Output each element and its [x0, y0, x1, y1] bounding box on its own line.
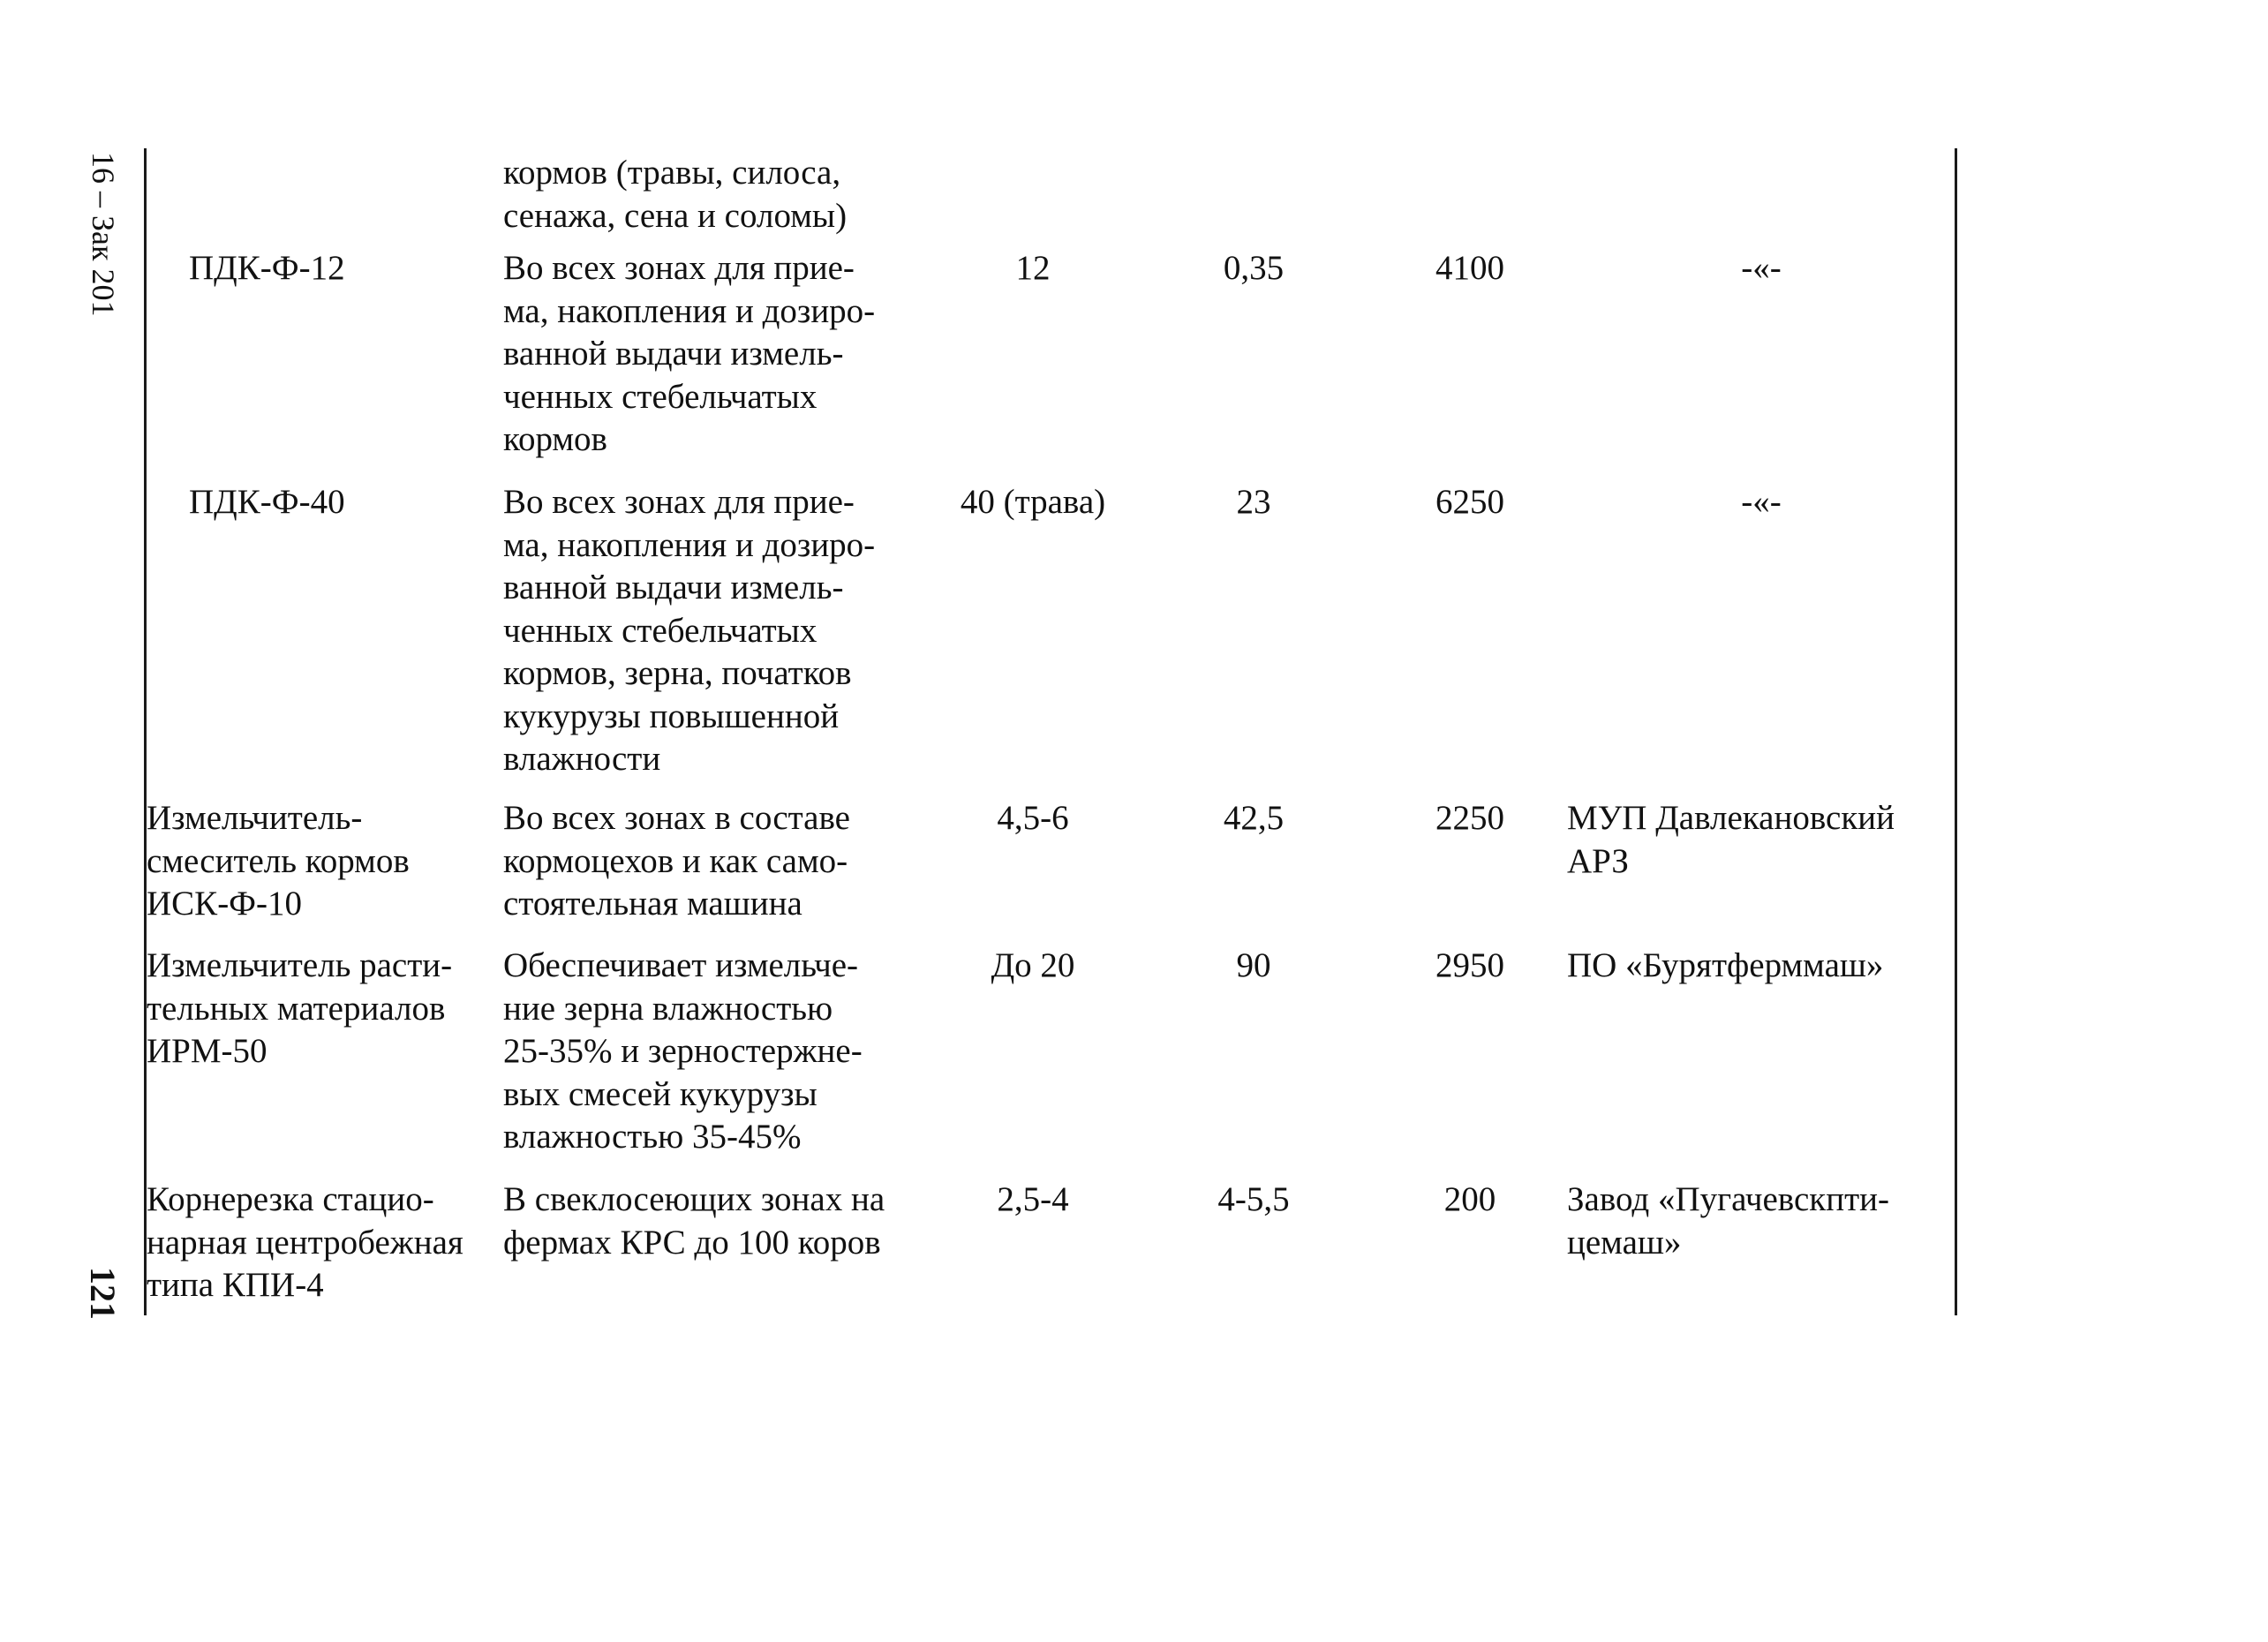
- row-name: ПДК-Ф-12: [189, 249, 345, 287]
- row-manufacturer: Завод «Пугачевскпти- цемаш»: [1567, 1180, 1890, 1262]
- row-name: ПДК-Ф-40: [189, 483, 345, 521]
- row-manufacturer: -«-: [1741, 483, 1782, 521]
- row-description: Во всех зонах в составе кормоцехов и как само- стоятельная машина: [503, 799, 850, 923]
- row-value-1: 4,5-6: [997, 799, 1069, 837]
- row-value-2: 0,35: [1223, 249, 1285, 287]
- row-value-1: До 20: [991, 946, 1075, 984]
- row-value-2: 90: [1236, 946, 1271, 984]
- order-note-text: 16 – Зак 201: [86, 152, 121, 317]
- row-description: Обеспечивает измельче- ние зерна влажностью 25-35% и зерностержне- вых смесей кукурузы влажностью 35-45%: [503, 946, 863, 1156]
- table-right-border: [1955, 148, 1957, 1315]
- row-name: Корнерезка стацио- нарная центробежная типа КПИ-4: [147, 1180, 463, 1304]
- row-value-2: 4-5,5: [1217, 1180, 1290, 1218]
- row-value-2: 23: [1236, 483, 1271, 521]
- row-description: кормов (травы, силоса, сенажа, сена и соломы): [503, 154, 848, 235]
- row-description: В свеклосеющих зонах на фермах КРС до 100 коров: [503, 1180, 885, 1262]
- row-value-3: 200: [1443, 1180, 1496, 1218]
- row-name: Измельчитель- смеситель кормов ИСК-Ф-10: [147, 799, 410, 923]
- row-value-3: 2950: [1435, 946, 1504, 984]
- row-description: Во всех зонах для прие- ма, накопления и дозиро- ванной выдачи измель- ченных стебельчатых кормов, зерна, початков кукурузы повышенной влажности: [503, 483, 876, 778]
- order-note: [81, 152, 134, 364]
- row-value-1: 40 (трава): [960, 483, 1106, 521]
- row-value-3: 4100: [1435, 249, 1504, 287]
- row-description: Во всех зонах для прие- ма, накопления и дозиро- ванной выдачи измель- ченных стебельчатых кормов: [503, 249, 876, 458]
- row-manufacturer: ПО «Бурятферммаш»: [1567, 946, 1884, 984]
- row-value-1: 2,5-4: [997, 1180, 1069, 1218]
- page-number: [81, 1267, 134, 1337]
- page-number-text: 121: [83, 1267, 123, 1320]
- row-name: Измельчитель расти- тельных материалов ИРМ-50: [147, 946, 453, 1070]
- table-left-border: [144, 148, 147, 1315]
- row-value-3: 2250: [1435, 799, 1504, 837]
- row-value-3: 6250: [1435, 483, 1504, 521]
- row-manufacturer: МУП Давлекановский АРЗ: [1567, 799, 1895, 880]
- row-value-1: 12: [1015, 249, 1051, 287]
- row-value-2: 42,5: [1223, 799, 1285, 837]
- row-manufacturer: -«-: [1741, 249, 1782, 287]
